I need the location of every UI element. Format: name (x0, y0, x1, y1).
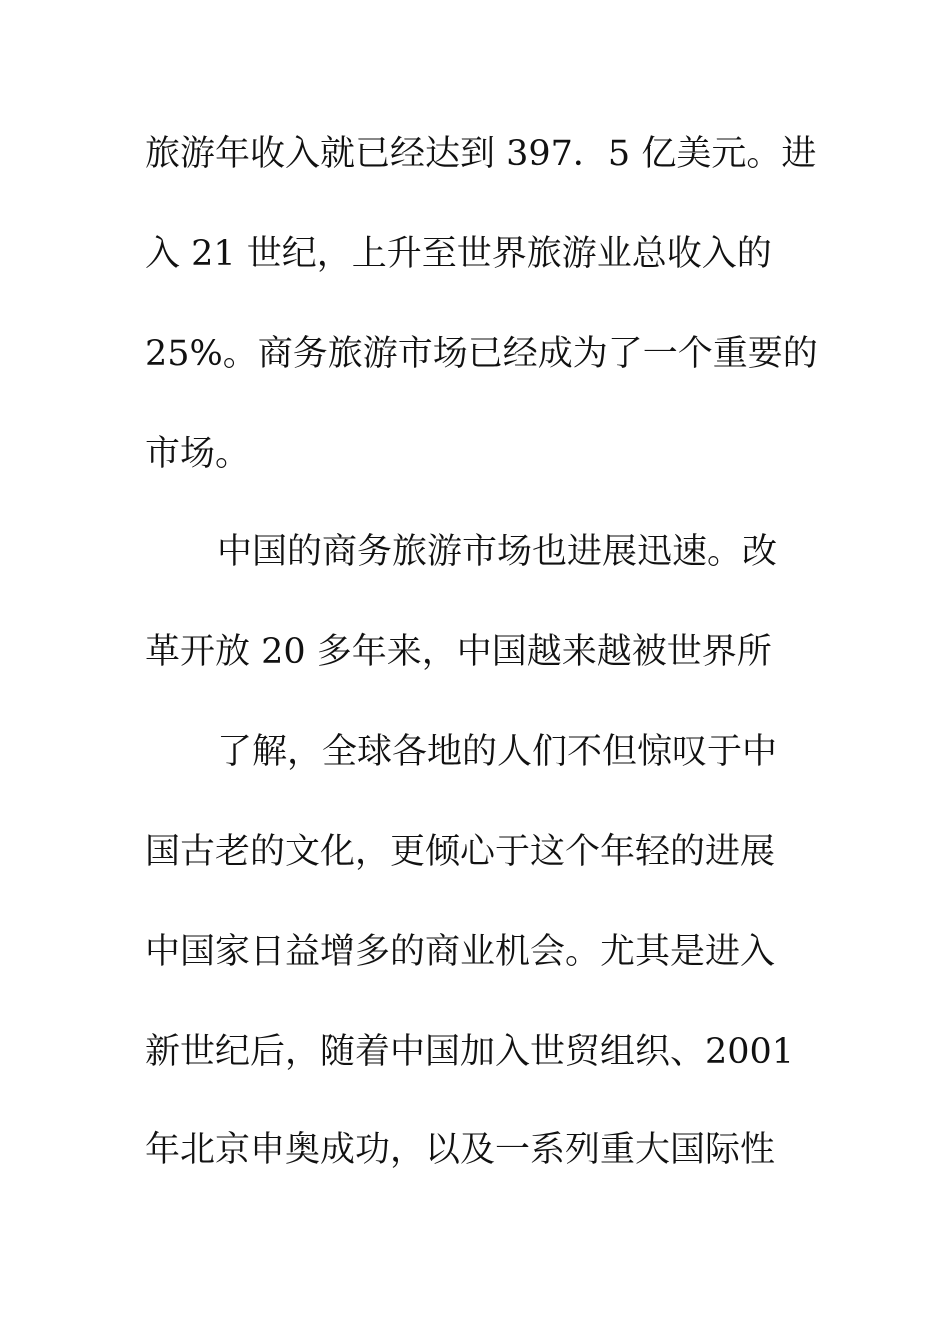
text-line: 25%。商务旅游市场已经成为了一个重要的 (145, 334, 818, 374)
text-line: 新世纪后，随着中国加入世贸组织、2001 (145, 1032, 795, 1072)
text-line: 年北京申奥成功，以及一系列重大国际性 (145, 1130, 776, 1170)
paragraph-first-line: 了解，全球各地的人们不但惊叹于中 (217, 732, 778, 772)
text-line: 旅游年收入就已经达到 397．5 亿美元。进 (145, 134, 817, 174)
paragraph-first-line: 中国的商务旅游市场也进展迅速。改 (217, 532, 778, 572)
text-line: 入 21 世纪，上升至世界旅游业总收入的 (145, 234, 772, 274)
text-line: 革开放 20 多年来，中国越来越被世界所 (145, 632, 772, 672)
text-line: 国古老的文化，更倾心于这个年轻的进展 (145, 832, 776, 872)
text-line: 市场。 (145, 434, 251, 474)
text-line: 中国家日益增多的商业机会。尤其是进入 (145, 932, 776, 972)
